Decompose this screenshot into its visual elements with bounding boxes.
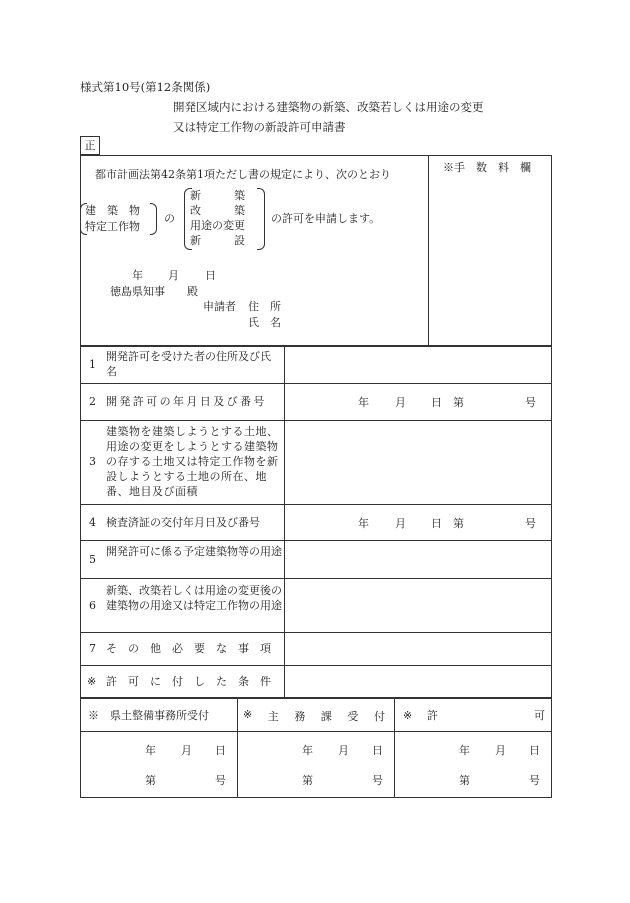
applicant-label: 申請者 bbox=[203, 300, 236, 313]
original-copy-mark: 正 bbox=[80, 136, 100, 155]
char: 課 bbox=[320, 710, 332, 723]
field-month: 月 bbox=[338, 744, 349, 757]
field-dai: 第 bbox=[453, 396, 464, 409]
field-month: 月 bbox=[395, 396, 406, 409]
form-title-line-2: 又は特定工作物の新設許可申請書 bbox=[173, 120, 346, 134]
statement-text: 都市計画法第42条第1項ただし書の規定により、次のとおり bbox=[95, 168, 391, 181]
footer-permit-a: 許 bbox=[427, 709, 438, 722]
fee-column-label: ※手 数 料 欄 bbox=[443, 161, 531, 174]
row-divider bbox=[80, 665, 552, 666]
particle-no: の bbox=[164, 212, 175, 225]
field-day: 日 bbox=[431, 517, 442, 530]
footer-office-reception: ※ 県土整備事務所受付 bbox=[88, 709, 209, 722]
row-number: 7 bbox=[89, 642, 96, 655]
row-label-changed-use: 新築、改築若しくは用途の変更後の建築物の用途又は特定工作物の用途 bbox=[106, 584, 282, 612]
field-month: 月 bbox=[181, 744, 192, 757]
row-divider bbox=[80, 504, 552, 505]
field-dai: 第 bbox=[302, 774, 313, 787]
footer-divider bbox=[237, 698, 238, 798]
row-number: 6 bbox=[89, 599, 96, 612]
action-option-use-change[interactable]: 用途の変更 bbox=[190, 219, 245, 232]
row-label-permit-holder: 開発許可を受けた者の住所及び氏名 bbox=[106, 350, 271, 378]
char: 付 bbox=[373, 710, 385, 723]
action-option-new-install[interactable]: 新 設 bbox=[190, 234, 245, 247]
addressee: 徳島県知事 殿 bbox=[110, 285, 198, 298]
field-day: 日 bbox=[529, 744, 540, 757]
form-title-line-1: 開発区域内における建築物の新築、改築若しくは用途の変更 bbox=[173, 100, 484, 114]
field-go: 号 bbox=[529, 774, 540, 787]
row-number: 5 bbox=[89, 553, 96, 566]
action-right-bracket bbox=[257, 188, 265, 250]
char: 務 bbox=[294, 710, 306, 723]
field-year: 年 bbox=[302, 744, 313, 757]
field-go: 号 bbox=[525, 517, 536, 530]
row-label-permit-date-number: 開発許可の年月日及び番号 bbox=[106, 395, 267, 408]
application-month: 月 bbox=[168, 269, 179, 282]
form-number: 様式第10号(第12条関係) bbox=[80, 80, 211, 94]
field-go: 号 bbox=[372, 774, 383, 787]
row-number: 4 bbox=[89, 516, 96, 529]
field-year: 年 bbox=[358, 396, 369, 409]
subject-option-structure[interactable]: 特定工作物 bbox=[85, 220, 140, 233]
field-month: 月 bbox=[395, 517, 406, 530]
field-go: 号 bbox=[525, 396, 536, 409]
field-day: 日 bbox=[372, 744, 383, 757]
row-divider bbox=[80, 383, 552, 384]
row-number: 2 bbox=[89, 395, 96, 408]
row-divider bbox=[80, 578, 552, 579]
subject-right-bracket bbox=[150, 203, 157, 235]
row-divider bbox=[80, 420, 552, 421]
row-number: 3 bbox=[89, 455, 96, 468]
row-divider bbox=[80, 540, 552, 541]
request-text: の許可を申請します。 bbox=[271, 212, 381, 225]
address-label: 住 所 bbox=[248, 300, 281, 313]
row-number: 1 bbox=[89, 358, 96, 371]
row-divider bbox=[80, 632, 552, 633]
footer-permit-b: 可 bbox=[534, 709, 545, 722]
field-year: 年 bbox=[358, 517, 369, 530]
field-year: 年 bbox=[459, 744, 470, 757]
application-year: 年 bbox=[132, 269, 143, 282]
fee-column-divider bbox=[428, 155, 429, 346]
field-month: 月 bbox=[495, 744, 506, 757]
row-label-planned-use: 開発許可に係る予定建築物等の用途 bbox=[106, 545, 282, 558]
row-mark: ※ bbox=[87, 675, 97, 688]
field-go: 号 bbox=[215, 774, 226, 787]
application-box bbox=[80, 155, 552, 346]
action-option-new[interactable]: 新 築 bbox=[190, 189, 245, 202]
field-dai: 第 bbox=[459, 774, 470, 787]
row-label-inspection-certificate: 検査済証の交付年月日及び番号 bbox=[106, 516, 260, 529]
footer-permit-mark: ※ bbox=[403, 709, 413, 722]
field-year: 年 bbox=[145, 744, 156, 757]
char: 主 bbox=[267, 710, 279, 723]
application-day: 日 bbox=[205, 269, 216, 282]
name-label: 氏 名 bbox=[248, 316, 281, 329]
action-option-rebuild[interactable]: 改 築 bbox=[190, 204, 245, 217]
footer-header-divider bbox=[80, 731, 552, 732]
row-label-land-location: 建築物を建築しようとする土地、用途の変更をしようとする建築物の存する土地又は特定工作物を新設しようとする土地の所在、地番、地目及び面積 bbox=[106, 425, 279, 498]
field-dai: 第 bbox=[453, 517, 464, 530]
footer-divider bbox=[394, 698, 395, 798]
field-day: 日 bbox=[431, 396, 442, 409]
field-dai: 第 bbox=[145, 774, 156, 787]
subject-option-building[interactable]: 建 築 物 bbox=[85, 204, 140, 217]
field-day: 日 bbox=[215, 744, 226, 757]
row-label-other-matters: そ の 他 必 要 な 事 項 bbox=[106, 642, 271, 655]
char: 受 bbox=[347, 710, 359, 723]
row-label-permit-conditions: 許 可 に 付 し た 条 件 bbox=[106, 675, 271, 688]
detail-column-divider bbox=[284, 346, 285, 698]
mark: ※ bbox=[243, 708, 253, 721]
footer-department-reception bbox=[243, 708, 385, 724]
